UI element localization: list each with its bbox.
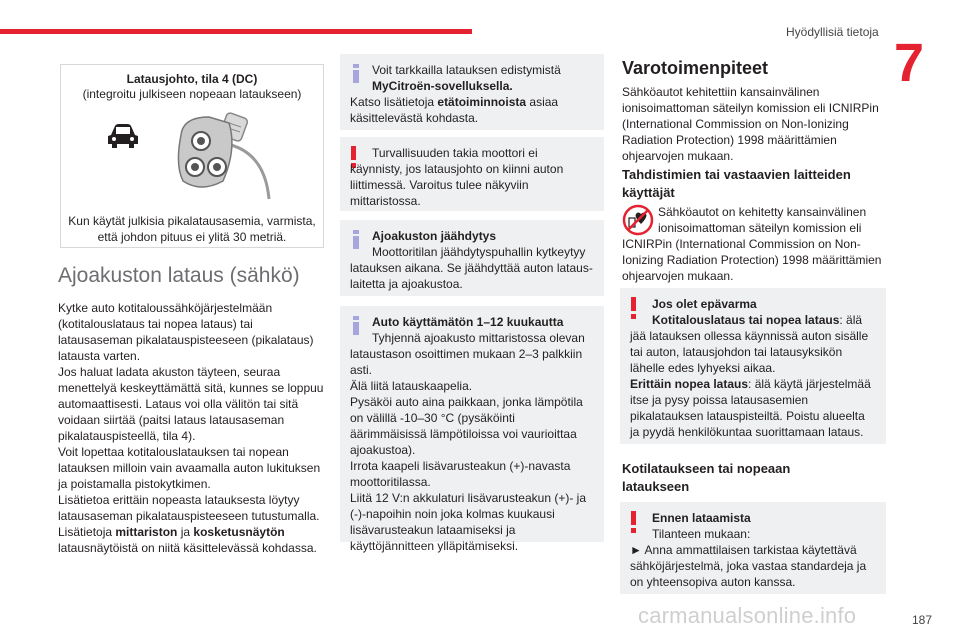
page-number: 187	[912, 613, 933, 627]
info-box-unused-vehicle: Auto käyttämätön 1–12 kuukautta Tyhjennä ajoakusto mittaristossa olevan lataustason osoittimen mukaan 2–3 palkkiin asti. Älä liitä latauskaapelia. Pysäköi auto aina paikkaan, jonka lämpötila on välillä -10–30 °C (pysäköinti äärimmäisissä lämpötiloissa voi vaurioittaa ajoakustoa). Irrota kaapeli lisävarusteakun (+)-navasta moottoritilassa. Liitä 12 V:n akkulaturi lisävarusteakun (+)- ja (-)-napoihin noin joka kolmas kuukausi lisävarusteakun lataamiseksi ja käyttöjännitteen ylläpitämiseksi.	[340, 306, 604, 542]
chapter-number: 7	[894, 33, 925, 93]
header-accent-bar	[0, 29, 472, 34]
section-header-title: Hyödyllisiä tietoja	[786, 25, 879, 39]
section-heading-battery-charging: Ajoakuston lataus (sähkö)	[58, 264, 300, 287]
pacemaker-text: Sähköautot on kehitetty kansainvälinen ionisoimattoman säteilyn komission eli ICNIRPin (International Commission on Non-Ionizing Radiation Protection) 1998 määrittämien ohjearvojen mukaan.	[622, 205, 882, 283]
dc-charging-connector-icon	[173, 109, 277, 205]
figure-title: Latausjohto, tila 4 (DC)	[126, 72, 258, 86]
section-heading-precautions: Varotoimenpiteet	[622, 58, 769, 78]
subheading-home-charging: Kotilataukseen tai nopeaan lataukseen	[622, 461, 791, 494]
warning-box-if-unsure: Jos olet epävarma Kotitalouslataus tai nopea lataus: älä jää latauksen ollessa käynnissä auton sisälle tai auton, latausjohdon tai latausyksikön lähelle edes lyhyeksi aikaa. Erittäin nopea lataus: älä käytä järjestelmää itse ja pysy poissa latausasemien pikalatauksen latauspisteiltä. Poistu alueelta ja pyydä henkilökuntaa suorittamaan lataus.	[620, 288, 886, 444]
warning-box-before-charging: Ennen lataamista Tilanteen mukaan: ► Anna ammattilaisen tarkistaa käytettävä sähköjärjestelmä, joka vastaa standardeja ja on yhteensopiva auton kanssa.	[620, 502, 886, 594]
figure-subtitle: (integroitu julkiseen nopeaan lataukseen)	[82, 87, 302, 101]
watermark: carmanualsonline.info	[638, 603, 857, 628]
precautions-intro: Sähköautot kehitettiin kansainvälinen ionisoimattoman säteilyn komission eli ICNIRPin (International Commission on Non-Ionizing Radiation Protection) 1998 määrittämien ohjearvojen mukaan.	[622, 85, 879, 163]
charging-cable-figure	[60, 64, 324, 248]
info-box-app-monitoring: Voit tarkkailla latauksen edistymistä MyCitroën-sovelluksella. Katso lisätietoja etätoiminnoista asiaa käsittelevästä kohdasta.	[340, 54, 604, 130]
warning-box-engine-start: Turvallisuuden takia moottori ei käynnisty, jos latausjohto on kiinni auton liittimessä. Varoitus tulee näkyviin mittaristossa.	[340, 137, 604, 211]
info-box-battery-cooling: Ajoakuston jäähdytys Moottoritilan jäähdytyspuhallin kytkeytyy latauksen aikana. Se jäähdyttää auton latauslaitetta ja ajoakustoa.	[340, 220, 604, 296]
left-body-text: Kytke auto kotitaloussähköjärjestelmään (kotitalouslataus tai nopea lataus) tai latausaseman pikalatauspisteeseen (pikalataus) latausta varten. Jos haluat ladata akuston täyteen, seuraa menettelyä keskeyttämättä sitä, kunnes se loppuu automaattisesti. Lataus voi olla välitön tai sitä voidaan siirtää (paitsi lataus latausaseman pikalatauspisteellä, tila 4). Voit lopettaa kotitalouslatauksen tai nopean latauksen milloin vain avaamalla auton lukituksen ja poistamalla pistokytkimen. Lisätietoa erittäin nopeasta latauksesta löytyy latausaseman pikalatauspisteeseen tutustumalla. Lisätietoja mittariston ja kosketusnäytön latausnäytöistä on niitä käsittelevässä kohdassa.	[58, 301, 324, 555]
car-icon	[105, 123, 141, 149]
figure-caption: Kun käytät julkisia pikalatausasemia, varmista, että johdon pituus ei ylitä 30 metriä.	[68, 214, 316, 244]
subheading-pacemaker-users: Tahdistimien tai vastaavien laitteiden käyttäjät	[622, 167, 851, 200]
